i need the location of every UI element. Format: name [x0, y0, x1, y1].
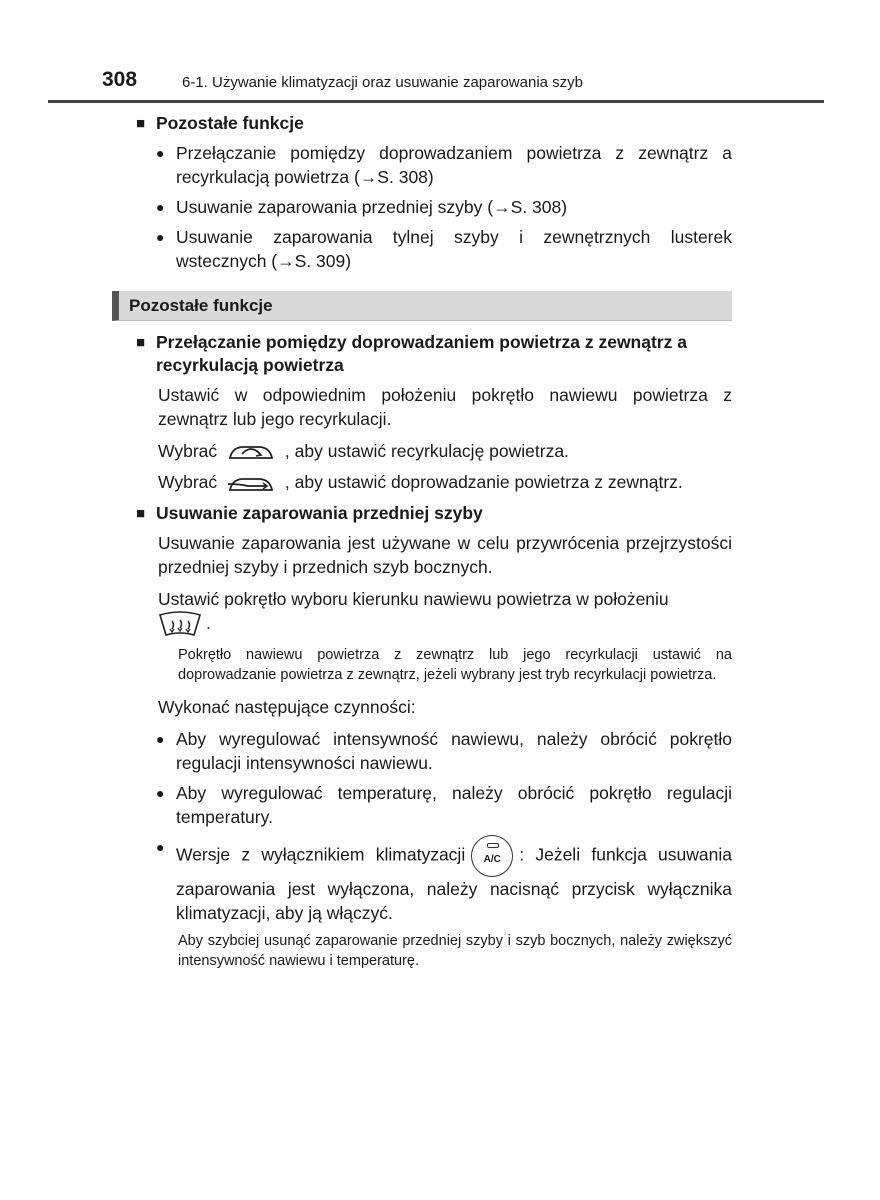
- outside-air-icon: [226, 472, 276, 496]
- windshield-defrost-icon: [158, 611, 202, 637]
- page-content: [129, 112, 732, 981]
- defrost-heading: ■ Usuwanie zaparowania przedniej szyby: [136, 502, 483, 523]
- page-header: [48, 66, 824, 103]
- list-item: ● Aby wyregulować intensywność nawiewu, należy obrócić pokrętło regulacji intensywności nawiewu.: [156, 729, 732, 774]
- summary-heading: ■ Pozostałe funkcje: [136, 113, 304, 133]
- section-title: Pozostałe funkcje: [129, 296, 273, 315]
- round-bullet-icon: ●: [156, 731, 165, 748]
- steps-intro: Wykonać następujące czynności:: [158, 697, 416, 718]
- square-bullet-icon: ■: [136, 504, 146, 522]
- speed-note: Aby szybciej usunąć zaparowanie przedniej szyby i szyb bocznych, należy zwiększyć intensywność nawiewu i temperaturę.: [178, 933, 732, 970]
- round-bullet-icon: ●: [156, 785, 165, 802]
- square-bullet-icon: ■: [136, 334, 146, 351]
- round-bullet-icon: ●: [156, 839, 165, 856]
- ac-button-icon: A/C: [471, 835, 513, 877]
- list-item: ● Przełączanie pomiędzy doprowadzaniem powietrza z zewnątrz a recyrkulacją powietrza (→S. 308): [156, 143, 732, 187]
- list-item: ● Usuwanie zaparowania przedniej szyby (→S. 308): [156, 197, 568, 217]
- defrost-paragraph: Usuwanie zaparowania jest używane w celu przywrócenia przejrzystości przedniej szyby i przednich szyb bocznych.: [158, 532, 732, 577]
- recirculation-icon: [226, 440, 276, 464]
- list-item: ● Wersje z wyłącznikiem klimatyzacji A/C : Jeżeli funkcja usuwania zaparowania jest wyłączona, należy nacisnąć przycisk wyłącznika klimatyzacji, aby ją włączyć.: [132, 835, 732, 925]
- list-item: ● Usuwanie zaparowania tylnej szyby i zewnętrznych lusterek wstecznych (→S. 309): [156, 227, 732, 271]
- section-band: [112, 291, 732, 321]
- outside-instruction: Wybrać , aby ustawić doprowadzanie powietrza z zewnątrz.: [132, 470, 732, 495]
- recirc-instruction: Wybrać , aby ustawić recyrkulację powietrza.: [132, 439, 732, 464]
- defrost-note: Pokrętło nawiewu powietrza z zewnątrz lub jego recyrkulacji ustawić na doprowadzanie powietrza z zewnątrz, jeżeli wybrany jest tryb recyrkulacji powietrza.: [178, 647, 732, 684]
- round-bullet-icon: ●: [156, 229, 165, 245]
- list-item: ● Aby wyregulować temperaturę, należy obrócić pokrętło regulacji temperatury.: [156, 783, 732, 828]
- recirc-paragraph: Ustawić w odpowiednim położeniu pokrętło nawiewu powietrza z zewnątrz lub jego recyrkulacji.: [158, 385, 732, 429]
- round-bullet-icon: ●: [156, 145, 165, 161]
- defrost-instruction: Ustawić pokrętło wyboru kierunku nawiewu powietrza w położeniu .: [132, 587, 732, 637]
- recirc-heading: ■ Przełączanie pomiędzy doprowadzaniem powietrza z zewnątrz a recyrkulacją powietrza: [136, 332, 687, 375]
- page-number: 308: [102, 68, 138, 91]
- chapter-title: 6-1. Używanie klimatyzacji oraz usuwanie zaparowania szyb: [182, 74, 584, 91]
- round-bullet-icon: ●: [156, 199, 165, 215]
- square-bullet-icon: ■: [136, 115, 146, 132]
